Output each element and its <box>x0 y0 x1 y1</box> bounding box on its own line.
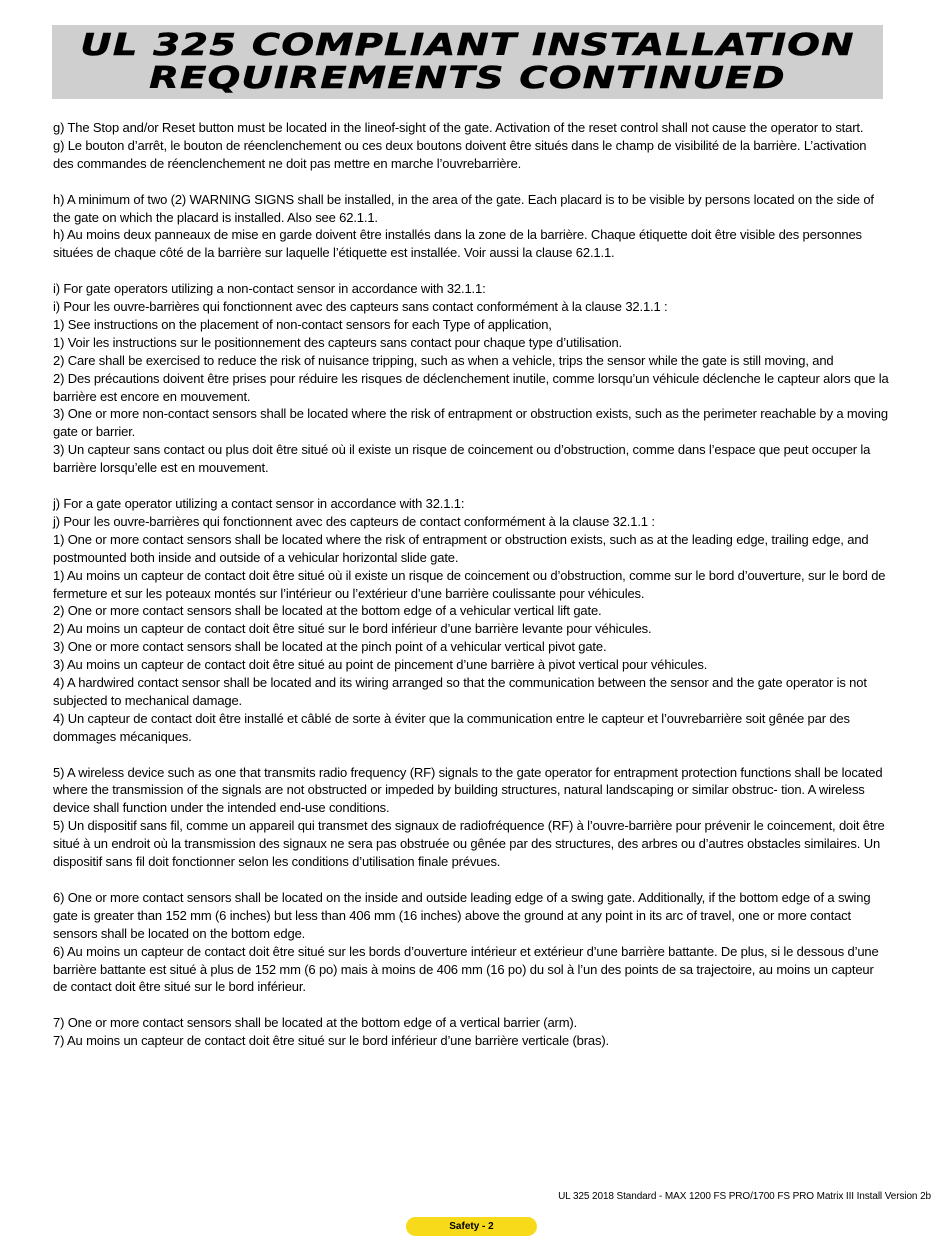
section-i <box>53 280 889 477</box>
text-line: 3) One or more contact sensors shall be located at the pinch point of a vehicular vertical pivot gate. <box>53 639 607 655</box>
section-swing-gate <box>53 889 889 996</box>
title-banner <box>52 25 883 99</box>
text-line: h) Au moins deux panneaux de mise en garde doivent être installés dans la zone de la barrière. Chaque étiquette doit être visible des personnes situées de chaque côté de la barrière sur laquelle l’étiquette est installée. Voir aussi la clause 62.1.1. <box>53 227 862 261</box>
text-line: 4) A hardwired contact sensor shall be located and its wiring arranged so that the communication between the sensor and the gate operator is not subjected to mechanical damage. <box>53 675 867 708</box>
section-g <box>53 119 889 173</box>
text-line: j) Pour les ouvre-barrières qui fonctionnent avec des capteurs de contact conformément à la clause 32.1.1 : <box>53 513 655 529</box>
text-line: i) For gate operators utilizing a non-contact sensor in accordance with 32.1.1: <box>53 281 486 297</box>
text-line: i) Pour les ouvre-barrières qui fonctionnent avec des capteurs sans contact conformément à la clause 32.1.1 : <box>53 299 668 315</box>
text-line: 1) See instructions on the placement of non-contact sensors for each Type of application, <box>53 316 552 332</box>
text-line: h) A minimum of two (2) WARNING SIGNS shall be installed, in the area of the gate. Each placard is to be visible by persons located on the side of the gate on which the placard is installed. Also see 62.1.1. <box>53 191 874 225</box>
text-line: j) For a gate operator utilizing a contact sensor in accordance with 32.1.1: <box>53 495 465 511</box>
text-line: g) The Stop and/or Reset button must be located in the lineof-sight of the gate. Activation of the reset control shall not cause the operator to start. <box>53 120 864 135</box>
text-line: 3) Un capteur sans contact ou plus doit être situé où il existe un risque de coincement ou d’obstruction, comme dans l’espace que peut occuper la barrière lorsqu’elle est en mouvement. <box>53 442 871 476</box>
text-line: 1) Voir les instructions sur le positionnement des capteurs sans contact pour chaque type d’utilisation. <box>53 334 623 350</box>
footer-document-title: UL 325 2018 Standard - MAX 1200 FS PRO/1700 FS PRO Matrix III Install Version 2b <box>558 1191 931 1202</box>
text-line: 1) One or more contact sensors shall be located where the risk of entrapment or obstruction exists, such as at the leading edge, trailing edge, and postmounted both inside and outside of a vehicular horizontal slide gate. <box>53 531 869 565</box>
section-wireless <box>53 764 889 871</box>
text-line: 7) Au moins un capteur de contact doit être situé sur le bord inférieur d’une barrière verticale (bras). <box>53 1033 609 1049</box>
text-line: 2) Des précautions doivent être prises pour réduire les risques de déclenchement inutile, comme lorsqu’un véhicule déclenche le capteur alors que la barrière est encore en mouvement. <box>53 370 889 404</box>
text-line: 6) Au moins un capteur de contact doit être situé sur les bords d’ouverture intérieur et extérieur d’une barrière battante. De plus, si le dessous d’une barrière battante est situé à plus de 152 mm (6 po) mais à moins de 406 mm (16 po) du sol à l’un des points de sa trajectoire, au moins un capteur de contact doit être situé sur le bord inférieur. <box>53 943 879 995</box>
body-text <box>53 119 889 1068</box>
text-line: 2) One or more contact sensors shall be located at the bottom edge of a vehicular vertical lift gate. <box>53 603 602 619</box>
text-line: g) Le bouton d’arrêt, le bouton de réenclenchement ou ces deux boutons doivent être situés dans le champ de visibilité de la barrière. L’activation des commandes de réenclenchement ne doit pas mettre en marche l’ouvrebarrière. <box>53 137 867 171</box>
text-line: 5) Un dispositif sans fil, comme un appareil qui transmet des signaux de radiofréquence (RF) à l’ouvre-barrière pour prévenir le coincement, doit être situé à un endroit où la transmission des signaux ne sera pas obstruée ou gênée par des structures, des arbres ou d’autres obstacles similaires. Un dispositif sans fil doit fonctionner selon les conditions d’utilisation finale prévues. <box>53 818 885 870</box>
section-j <box>53 495 889 746</box>
text-line: 5) A wireless device such as one that transmits radio frequency (RF) signals to the gate operator for entrapment protection functions shall be located where the transmission of the signals are not obstructed or impeded by building structures, natural landscaping or similar obstruc- tion. A wireless device shall function under the intended end-use conditions. <box>53 764 883 816</box>
text-line: 3) One or more non-contact sensors shall be located where the risk of entrapment or obstruction exists, such as the perimeter reachable by a moving gate or barrier. <box>53 406 888 440</box>
section-vertical-barrier <box>53 1014 889 1050</box>
text-line: 3) Au moins un capteur de contact doit être situé au point de pincement d’une barrière à pivot vertical pour véhicules. <box>53 657 708 673</box>
text-line: 2) Au moins un capteur de contact doit être situé sur le bord inférieur d’une barrière levante pour véhicules. <box>53 621 652 637</box>
section-h <box>53 191 889 263</box>
text-line: 1) Au moins un capteur de contact doit être situé où il existe un risque de coincement ou d’obstruction, comme sur le bord d’ouverture, sur le bord de fermeture et sur les poteaux montés sur l’intérieur ou l’extérieur d’une barrière coulissante pour véhicules. <box>53 567 886 601</box>
text-line: 2) Care shall be exercised to reduce the risk of nuisance tripping, such as when a vehicle, trips the sensor while the gate is still moving, and <box>53 352 834 368</box>
title-line-1: UL 325 COMPLIANT INSTALLATION <box>80 28 855 63</box>
text-line: 6) One or more contact sensors shall be located on the inside and outside leading edge of a swing gate. Additionally, if the bottom edge of a swing gate is greater than 152 mm (6 inches) but less than 406 mm (16 inches) above the ground at any point in its arc of travel, one or more contact sensors shall be located on the bottom edge. <box>53 889 871 941</box>
text-line: 7) One or more contact sensors shall be located at the bottom edge of a vertical barrier (arm). <box>53 1015 578 1031</box>
page-number-badge: Safety - 2 <box>406 1217 537 1236</box>
title-line-2: REQUIREMENTS CONTINUED <box>149 61 786 96</box>
text-line: 4) Un capteur de contact doit être installé et câblé de sorte à éviter que la communication entre le capteur et l’ouvrebarrière soit gênée par des dommages mécaniques. <box>53 710 850 744</box>
